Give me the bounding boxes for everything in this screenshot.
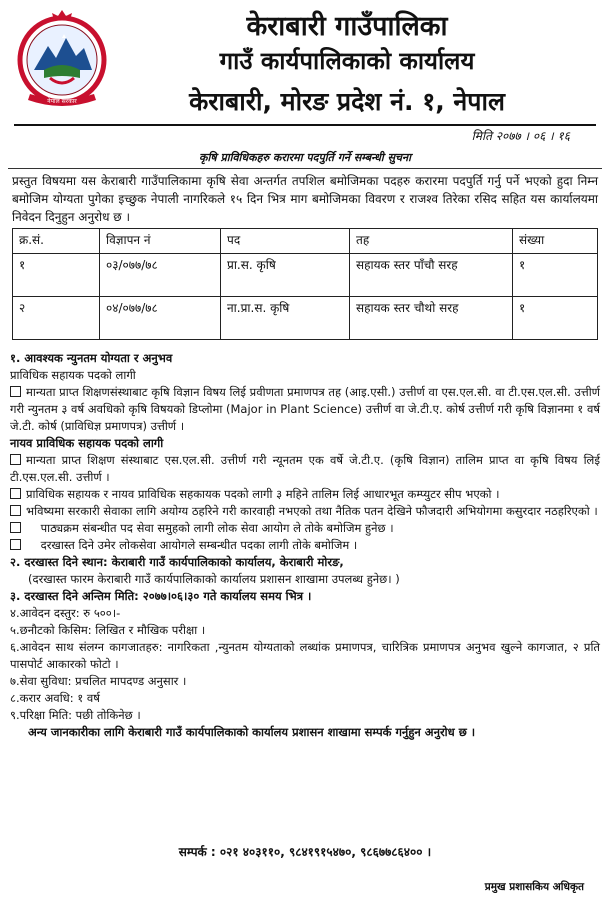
table-row: [13, 254, 598, 297]
section-1-title: १. आवश्यक न्युनतम योग्यता र अनुभव: [10, 351, 173, 365]
nepal-emblem-icon: [14, 8, 110, 108]
section-2-note: (दरखास्त फारम केराबारी गाउँ कार्यपालिकाको कार्यालय प्रशासन शाखामा उपलब्ध हुनेछ। ): [28, 572, 400, 586]
contact-line: सम्पर्क : ०२१ ४०३११०, ९८४१९१५४७०, ९८६७७८६४०० ।: [178, 845, 432, 859]
cell-adv: ०४/०७७/७८: [100, 297, 221, 340]
qualification-item: दरखास्त दिने उमेर लोकसेवा आयोगले सम्बन्धीत पदका लागी तोके बमोजिम ।: [10, 537, 600, 554]
section-1-subheading-pa: प्राविधिक सहायक पदको लागी: [10, 368, 136, 382]
posts-table: [12, 228, 598, 340]
qualification-item: पाठ्यक्रम संबन्धीत पद सेवा समुहको लागी लोक सेवा आयोग ले तोके बमोजिम हुनेछ ।: [10, 520, 600, 537]
notice-subject: कृषि प्राविधिकहरु करारमा पदपुर्ति गर्ने सम्बन्धी सुचना: [199, 151, 411, 164]
closing-paragraph: अन्य जानकारीका लागि केराबारी गाउँ कार्यपालिकाको कार्यालय प्रशासन शाखामा सम्पर्क गर्नुहुन अनुरोध छ ।: [28, 725, 476, 739]
emblem-caption: नेपाल सरकार: [47, 98, 77, 105]
section-4: ४.आवेदन दस्तुर: रु ५००।-: [10, 606, 121, 620]
checkbox-icon: [10, 454, 21, 465]
cell-post: ना.प्रा.स. कृषि: [221, 297, 350, 340]
checkbox-icon: [10, 488, 21, 499]
notice-body: [10, 350, 600, 741]
col-header-sn: क्र.सं.: [13, 229, 100, 254]
signer-title: प्रमुख प्रशासकिय अधिकृत: [484, 881, 584, 893]
section-5: ५.छनौटको किसिम: लिखित र मौखिक परीक्षा ।: [10, 623, 206, 637]
section-9: ९.परिक्षा मिति: पछी तोकिनेछ ।: [10, 708, 141, 722]
qualification-item: प्राविधिक सहायक र नायव प्राविधिक सहकायक पदको लागी ३ महिने तालिम लिई आधारभूत कम्प्युटर सीप भएको ।: [10, 486, 600, 503]
section-6: ६.आवेदन साथ संलग्न कागजातहरु: नागरिकता ,न्युनतम योग्यताको लब्धांक प्रमाणपत्र, चारित्रिक प्रमाणपत्र अनुभव खुल्ने कागजात, २ प्रति पासपोर्ट आकारको फोटो ।: [10, 640, 600, 671]
section-8: ८.करार अवधि: १ वर्ष: [10, 691, 100, 705]
subject-divider: [8, 168, 602, 169]
cell-count: १: [513, 254, 598, 297]
cell-count: १: [513, 297, 598, 340]
table-header-row: [13, 229, 598, 254]
section-1-subheading-npa: नायव प्राविधिक सहायक पदको लागी: [10, 436, 164, 450]
col-header-count: संख्या: [513, 229, 598, 254]
qualification-item: मान्यता प्राप्त शिक्षणसंस्थाबाट कृषि विज्ञान विषय लिई प्रवीणता प्रमाणपत्र तह (आइ.एसी.) उत्तीर्ण वा एस.एल.सी. वा टी.एस.एल.सी. उत्तीर्ण गरी न्युनतम ३ वर्ष अवधिको कृषि विषयको डिप्लोमा (Major in Plant Science) उत्तीर्ण वा जे.टी.ए. कोर्ष उत्तीर्ण गरी कृषि विज्ञानमा १ वर्ष जे.टी. कोर्ष (प्राविधिज्ञ प्रमाणपत्र) उत्तीर्ण ।: [10, 385, 600, 433]
cell-adv: ०३/०७७/७८: [100, 254, 221, 297]
section-2-title: २. दरखास्त दिने स्थान: केराबारी गाउँ कार्यपालिकाको कार्यालय, केराबारी मोरङ,: [10, 555, 344, 569]
cell-sn: २: [13, 297, 100, 340]
notice-date: मिति २०७७ । ०६ । १६: [471, 129, 570, 143]
cell-sn: १: [13, 254, 100, 297]
col-header-post: पद: [221, 229, 350, 254]
qualification-item: भविष्यमा सरकारी सेवाका लागि अयोग्य ठहरिने गरी कारवाही नभएको तथा नैतिक पतन देखिने फौजदारी अभियोगमा कसुरदार नठहरिएको ।: [10, 503, 600, 520]
intro-paragraph: प्रस्तुत विषयमा यस केराबारी गाउँपालिकामा कृषि सेवा अन्तर्गत तपशिल बमोजिमका पदहरु करारमा पदपुर्ति गर्नु पर्ने भएको हुदा निम्न बमोजिम योग्यता पुगेका इच्छुक नेपाली नागरिकले १५ दिन भित्र माग बमोजिमका विवरण र राजश्व तिरेका रसिद सहित यस कार्यालयमा निवेदन दिनुहुन अनुरोध छ ।: [12, 174, 598, 224]
header-line-2: गाउँ कार्यपालिकाको कार्यालय: [219, 47, 475, 75]
qualification-item: मान्यता प्राप्त शिक्षण संस्थाबाट एस.एल.सी. उत्तीर्ण गरी न्यूनतम एक वर्षे जे.टी.ए. (कृषि विज्ञान) तालिम प्राप्त वा कृषि विषय लिई टी.एस.एल.सी. उत्तीर्ण ।: [10, 453, 600, 484]
cell-level: सहायक स्तर चौथो सरह: [350, 297, 513, 340]
checkbox-icon: [10, 505, 21, 516]
checkbox-icon: [10, 386, 21, 397]
cell-level: सहायक स्तर पाँचौ सरह: [350, 254, 513, 297]
checkbox-icon: [10, 522, 21, 533]
header-divider: [14, 124, 596, 126]
header-line-3: केराबारी, मोरङ प्रदेश नं. १, नेपाल: [189, 87, 505, 116]
cell-post: प्रा.स. कृषि: [221, 254, 350, 297]
header-line-1: केराबारी गाउँपालिका: [246, 11, 448, 42]
col-header-level: तह: [350, 229, 513, 254]
col-header-adv: विज्ञापन नं: [100, 229, 221, 254]
section-7: ७.सेवा सुविधा: प्रचलित मापदण्ड अनुसार ।: [10, 674, 187, 688]
table-row: [13, 297, 598, 340]
section-3: ३. दरखास्त दिने अन्तिम मिति: २०७७।०६।३० गते कार्यालय समय भित्र ।: [10, 589, 312, 603]
checkbox-icon: [10, 539, 21, 550]
